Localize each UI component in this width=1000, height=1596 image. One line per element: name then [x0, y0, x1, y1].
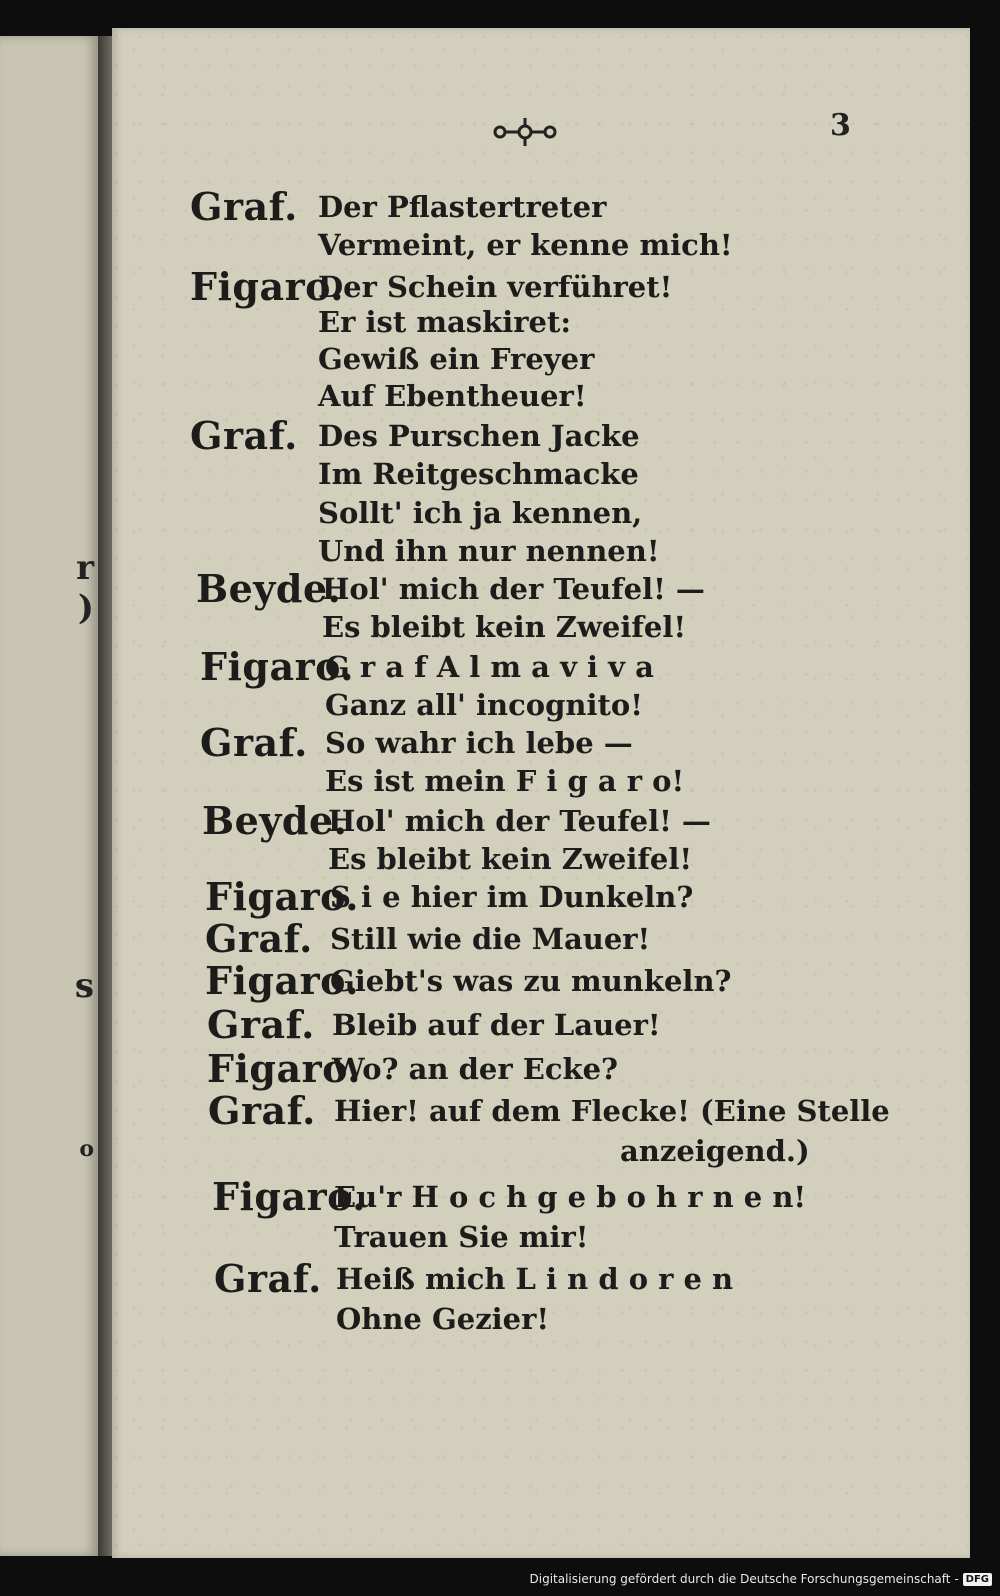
verse-text: Ohne Gezier!	[336, 1302, 550, 1336]
dialogue-line	[0, 532, 970, 572]
dialogue-line	[0, 184, 970, 229]
verse-text: Auf Ebentheuer!	[318, 379, 587, 413]
verse-text: So wahr ich lebe —	[325, 726, 633, 760]
verse-text: Wo? an der Ecke?	[332, 1052, 619, 1086]
verse-text: Es bleibt kein Zweifel!	[322, 610, 687, 644]
dialogue-line	[0, 1218, 970, 1258]
verse-text: Der Pflastertreter	[318, 190, 607, 224]
verse-text: Heiß mich L i n d o r e n	[336, 1262, 734, 1296]
dialogue-line	[0, 455, 970, 495]
page-signature: 3	[830, 108, 851, 143]
verse-text: Der Schein verführet!	[318, 270, 673, 304]
dialogue-line	[0, 1002, 970, 1047]
left-page-fragment: o	[79, 1136, 94, 1162]
dialogue-line	[0, 340, 970, 380]
speaker-name: Graf.	[208, 1088, 316, 1133]
speaker-name: Figaro.	[207, 1046, 362, 1091]
speaker-name: Graf.	[190, 184, 298, 229]
dialogue-line	[0, 608, 970, 648]
dialogue-line	[0, 916, 970, 961]
verse-text: Still wie die Mauer!	[330, 922, 651, 956]
speaker-name: Graf.	[207, 1002, 315, 1047]
verse-text: Sollt' ich ja kennen,	[318, 496, 643, 530]
speaker-name: Graf.	[214, 1256, 322, 1301]
dialogue-line	[0, 226, 970, 266]
dialogue-line	[0, 494, 970, 534]
dialogue-line	[0, 1174, 970, 1219]
dialogue-line	[0, 566, 970, 611]
verse-text: Bleib auf der Lauer!	[332, 1008, 661, 1042]
speaker-name: Graf.	[205, 916, 313, 961]
speaker-name: Figaro.	[205, 958, 360, 1003]
dialogue-line	[0, 377, 970, 417]
dialogue-line	[0, 303, 970, 343]
footer-credit	[530, 1568, 993, 1590]
speaker-name: Figaro.	[190, 264, 345, 309]
verse-text: S i e hier im Dunkeln?	[330, 880, 694, 914]
verse-text: Gewiß ein Freyer	[318, 342, 595, 376]
dialogue-line	[0, 798, 970, 843]
verse-text: Er ist maskiret:	[318, 305, 572, 339]
dfg-logo: DFG	[963, 1573, 992, 1586]
footer-text: Digitalisierung gefördert durch die Deutsche Forschungsgemeinschaft -	[529, 1572, 959, 1586]
dialogue-line	[0, 1132, 970, 1172]
dialogue-line	[0, 958, 970, 1003]
dialogue-line	[0, 874, 970, 919]
dialogue-line	[0, 1300, 970, 1340]
verse-text: G r a f A l m a v i v a	[325, 650, 654, 684]
verse-text: Hier! auf dem Flecke! (Eine Stelle	[334, 1094, 890, 1128]
verse-text: Vermeint, er kenne mich!	[318, 228, 733, 262]
speaker-name: Graf.	[200, 720, 308, 765]
verse-text: Eu'r H o c h g e b o h r n e n!	[334, 1180, 807, 1214]
verse-text: Hol' mich der Teufel! —	[322, 572, 705, 606]
dialogue-line	[0, 264, 970, 309]
dialogue-line	[0, 720, 970, 765]
verse-text: Im Reitgeschmacke	[318, 457, 639, 491]
dialogue-line	[0, 413, 970, 458]
dialogue-line	[0, 1046, 970, 1091]
ornament-icon	[490, 112, 560, 152]
dialogue-line	[0, 1088, 970, 1133]
speaker-name: Figaro.	[212, 1174, 367, 1219]
dialogue-line	[0, 686, 970, 726]
speaker-name: Figaro.	[205, 874, 360, 919]
dialogue-line	[0, 840, 970, 880]
dialogue-line	[0, 1256, 970, 1301]
verse-text: Trauen Sie mir!	[334, 1220, 589, 1254]
speaker-name: Beyde.	[202, 798, 348, 843]
verse-text: Ganz all' incognito!	[325, 688, 643, 722]
verse-text: Hol' mich der Teufel! —	[328, 804, 711, 838]
left-page-fragment: s	[74, 966, 94, 1006]
left-page-fragment: )	[77, 588, 94, 628]
speaker-name: Graf.	[190, 413, 298, 458]
verse-text: Und ihn nur nennen!	[318, 534, 660, 568]
speaker-name: Beyde.	[196, 566, 342, 611]
left-page-fragment: r	[76, 548, 94, 588]
verse-text: Giebt's was zu munkeln?	[330, 964, 732, 998]
verse-text: anzeigend.)	[620, 1134, 810, 1168]
verse-text: Es ist mein F i g a r o!	[325, 764, 685, 798]
speaker-name: Figaro.	[200, 644, 355, 689]
dialogue-line	[0, 762, 970, 802]
dialogue-line	[0, 644, 970, 689]
verse-text: Es bleibt kein Zweifel!	[328, 842, 693, 876]
verse-text: Des Purschen Jacke	[318, 419, 640, 453]
